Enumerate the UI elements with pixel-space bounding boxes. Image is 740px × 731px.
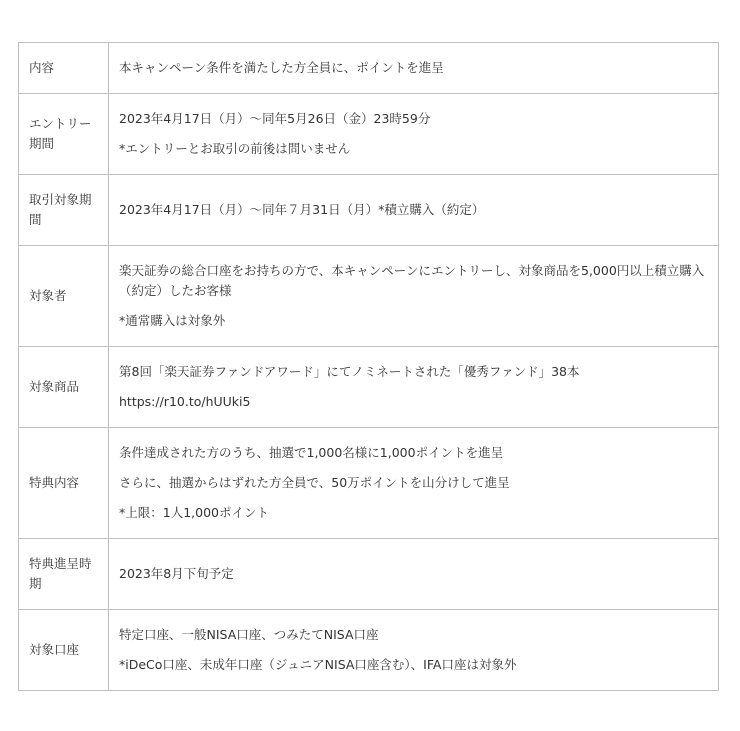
table-row	[19, 610, 719, 691]
row-content	[109, 610, 719, 691]
row-content	[109, 43, 719, 94]
table-row	[19, 175, 719, 246]
row-label: 対象口座	[19, 610, 109, 691]
content-line: 2023年4月17日（月）〜同年７月31日（月）*積立購入（約定）	[119, 202, 485, 217]
row-label: 取引対象期間	[19, 175, 109, 246]
row-label: 対象者	[19, 246, 109, 347]
row-content	[109, 428, 719, 539]
row-label: 特典進呈時期	[19, 539, 109, 610]
content-line: 2023年4月17日（月）〜同年5月26日（金）23時59分	[119, 111, 431, 126]
content-line: 楽天証券の総合口座をお持ちの方で、本キャンペーンにエントリーし、対象商品を5,000円以上積立購入（約定）したお客様	[119, 263, 705, 298]
row-label: 特典内容	[19, 428, 109, 539]
table-row	[19, 43, 719, 94]
row-content	[109, 175, 719, 246]
table-row	[19, 246, 719, 347]
content-line: *上限：1人1,000ポイント	[119, 505, 269, 520]
content-line: *エントリーとお取引の前後は問いません	[119, 141, 351, 156]
table-row	[19, 428, 719, 539]
row-label: 対象商品	[19, 347, 109, 428]
content-line: 本キャンペーン条件を満たした方全員に、ポイントを進呈	[119, 60, 444, 75]
content-line: 特定口座、一般NISA口座、つみたてNISA口座	[119, 627, 379, 642]
row-content	[109, 347, 719, 428]
table-row	[19, 347, 719, 428]
row-content	[109, 246, 719, 347]
content-line: *iDeCo口座、未成年口座（ジュニアNISA口座含む）、IFA口座は対象外	[119, 657, 517, 672]
campaign-details-table	[18, 42, 719, 691]
row-label: エントリー期間	[19, 94, 109, 175]
row-content	[109, 94, 719, 175]
content-line: 第8回「楽天証券ファンドアワード」にてノミネートされた「優秀ファンド」38本	[119, 364, 580, 379]
product-link[interactable]: https://r10.to/hUUki5	[119, 394, 251, 409]
content-line: *通常購入は対象外	[119, 313, 226, 328]
content-line: 条件達成された方のうち、抽選で1,000名様に1,000ポイントを進呈	[119, 445, 504, 460]
table-row	[19, 94, 719, 175]
row-content	[109, 539, 719, 610]
content-line: さらに、抽選からはずれた方全員で、50万ポイントを山分けして進呈	[119, 475, 510, 490]
table-row	[19, 539, 719, 610]
content-line: 2023年8月下旬予定	[119, 566, 234, 581]
row-label: 内容	[19, 43, 109, 94]
